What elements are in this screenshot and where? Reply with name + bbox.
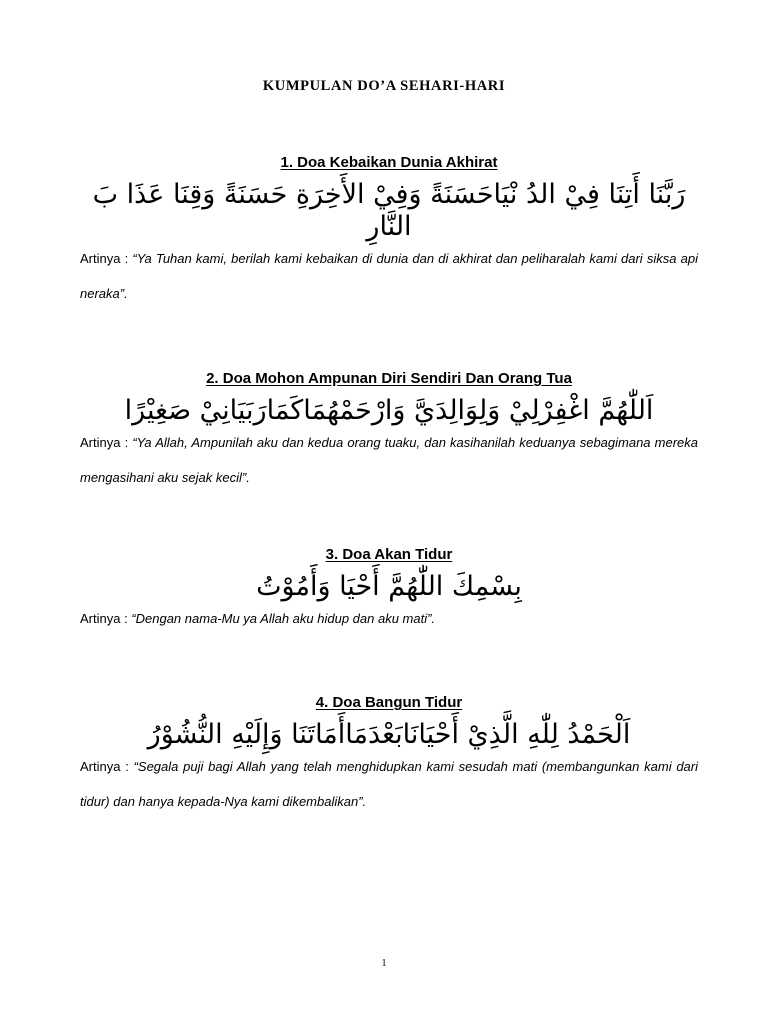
section-heading: 4. Doa Bangun Tidur xyxy=(315,694,463,711)
arabic-text: بِسْمِكَ اللّٰهُمَّ أَحْيَا وَأَمُوْتُ xyxy=(256,571,522,602)
meaning-paragraph xyxy=(80,749,698,819)
arabic-text: اَلْحَمْدُ لِلّٰهِ الَّذِيْ أَحْيَانَابَعْدَمَاأَمَاتَنَا وَإِلَيْهِ النُّشُوْرُ xyxy=(147,719,631,750)
prayer-section-1 xyxy=(80,154,698,311)
meaning-text: “Ya Allah, Ampunilah aku dan kedua orang tuaku, dan kasihanilah keduanya sebagimana mereka mengasihani aku sejak kecil”. xyxy=(80,435,699,485)
section-heading: 2. Doa Mohon Ampunan Diri Sendiri Dan Orang Tua xyxy=(206,370,572,387)
section-heading: 1. Doa Kebaikan Dunia Akhirat xyxy=(280,154,498,171)
meaning-text: “Dengan nama-Mu ya Allah aku hidup dan aku mati”. xyxy=(131,611,436,626)
arabic-text: رَبَّنَا أَتِنَا فِيْ الدُ نْيَاحَسَنَةً وَفِيْ الأَخِرَةِ حَسَنَةً وَقِنَا عَذَا بَ النَّارِ xyxy=(92,179,686,242)
meaning-label: Artinya : xyxy=(80,251,133,266)
prayer-section-4 xyxy=(80,694,698,819)
page-number: 1 xyxy=(381,958,387,969)
meaning-text: “Segala puji bagi Allah yang telah menghidupkan kami sesudah mati (membangunkan kami dari tidur) dan hanya kepada-Nya kami dikembalikan”. xyxy=(80,759,698,809)
document-title: KUMPULAN DO’A SEHARI-HARI xyxy=(262,78,506,94)
meaning-label: Artinya : xyxy=(80,435,133,450)
meaning-paragraph xyxy=(80,601,698,636)
meaning-paragraph xyxy=(80,425,698,495)
prayer-section-3 xyxy=(80,546,698,636)
prayer-section-2 xyxy=(80,370,698,495)
meaning-paragraph xyxy=(80,241,698,311)
meaning-label: Artinya : xyxy=(80,759,134,774)
arabic-text: اَللّٰهُمَّ اغْفِرْلِيْ وَلِوَالِدَيَّ وَارْحَمْهُمَاكَمَارَبَيَانِيْ صَغِيْرًا xyxy=(124,395,654,426)
meaning-label: Artinya : xyxy=(80,611,132,626)
meaning-text: “Ya Tuhan kami, berilah kami kebaikan di dunia dan di akhirat dan peliharalah kami dari siksa api neraka”. xyxy=(80,251,698,301)
section-heading: 3. Doa Akan Tidur xyxy=(325,546,453,563)
